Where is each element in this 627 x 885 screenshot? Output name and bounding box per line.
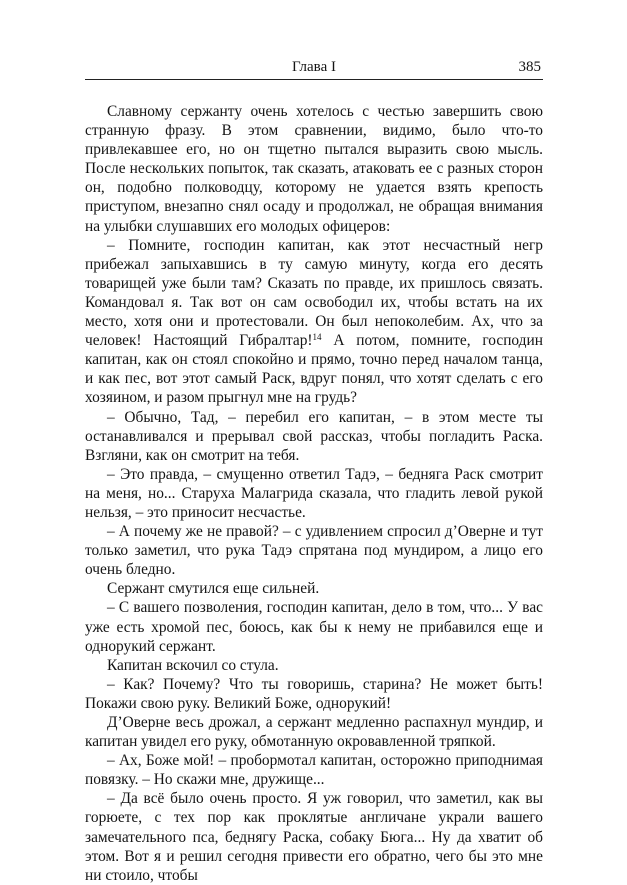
- running-header: [85, 58, 543, 80]
- paragraph: – Это правда, – смущенно ответил Тадэ, – бедняга Раск смотрит на меня, но... Старуха Малагрида сказала, что гладить левой рукой нельзя, – это приносит несчастье.: [85, 465, 543, 521]
- header-rule: [85, 79, 543, 80]
- footnote-marker[interactable]: 14: [312, 332, 322, 343]
- page-number: 385: [518, 59, 541, 75]
- paragraph: Капитан вскочил со стула.: [107, 656, 279, 674]
- paragraph: – Ах, Боже мой! – пробормотал капитан, осторожно приподнимая повязку. – Но скажи мне, дружище...: [85, 752, 543, 789]
- paragraph: Славному сержанту очень хотелось с честью завершить свою странную фразу. В этом сравнении, видимо, было что-то привлекавшее его, но он тщетно пытался выразить свою мысль. После нескольких попыток, так сказать, атаковать ее с разных сторон он, подобно полководцу, которому не удается взять крепость приступом, внезапно снял осаду и продолжал, не обращая внимания на улыбки слушавших его молодых офицеров:: [85, 103, 543, 235]
- paragraph-text: – Помните, господин капитан, как этот несчастный негр прибежал запыхавшись в ту самую минуту, когда его десять товарищей уже были там? Сказать по правде, их пришлось связать. Командовал я. Так вот он сам освободил их, чтобы встать на их место, хотя они и протестовали. Он был непоколебим. Ах, что за человек! Настоящий Гибралтар!: [85, 236, 543, 350]
- paragraph: – С вашего позволения, господин капитан, дело в том, что... У вас уже есть хромой пес, боюсь, как бы к нему не прибавился еще и однорукий сержант.: [85, 599, 543, 655]
- paragraph: – Как? Почему? Что ты говоришь, старина? Не может быть! Покажи свою руку. Великий Боже, однорукий!: [85, 675, 543, 712]
- paragraph: Сержант смутился еще сильней.: [107, 580, 320, 598]
- paragraph: – А почему же не правой? – с удивлением спросил д’Оверне и тут только заметил, что рука Тадэ спрятана под мундиром, а лицо его очень бледно.: [85, 523, 543, 579]
- paragraph: Д’Оверне весь дрожал, а сержант медленно распахнул мундир, и капитан увидел его руку, обмотанную окровавленной тряпкой.: [85, 714, 543, 751]
- paragraph: [85, 236, 543, 408]
- chapter-title: Глава I: [292, 59, 336, 75]
- paragraph: – Обычно, Тад, – перебил его капитан, – в этом месте ты останавливался и прерывал свой рассказ, чтобы погладить Раска. Взгляни, как он смотрит на тебя.: [85, 408, 543, 464]
- page-body: [85, 102, 543, 885]
- paragraph: – Да всё было очень просто. Я уж говорил, что заметил, как вы горюете, с тех пор как проклятые англичане украли вашего замечательного пса, беднягу Раска, собаку Бюга... Ну да хватит об этом. Вот я и решил сегодня привести его обратно, чего бы это мне ни стоило, чтобы: [85, 790, 543, 884]
- paragraph-text: А потом, помните, господин капитан, как он стоял спокойно и прямо, точно перед началом танца, и как пес, вот этот самый Раск, вдруг понял, что хотят сделать с его хозяином, и разом прыгнул мне на грудь?: [85, 332, 543, 407]
